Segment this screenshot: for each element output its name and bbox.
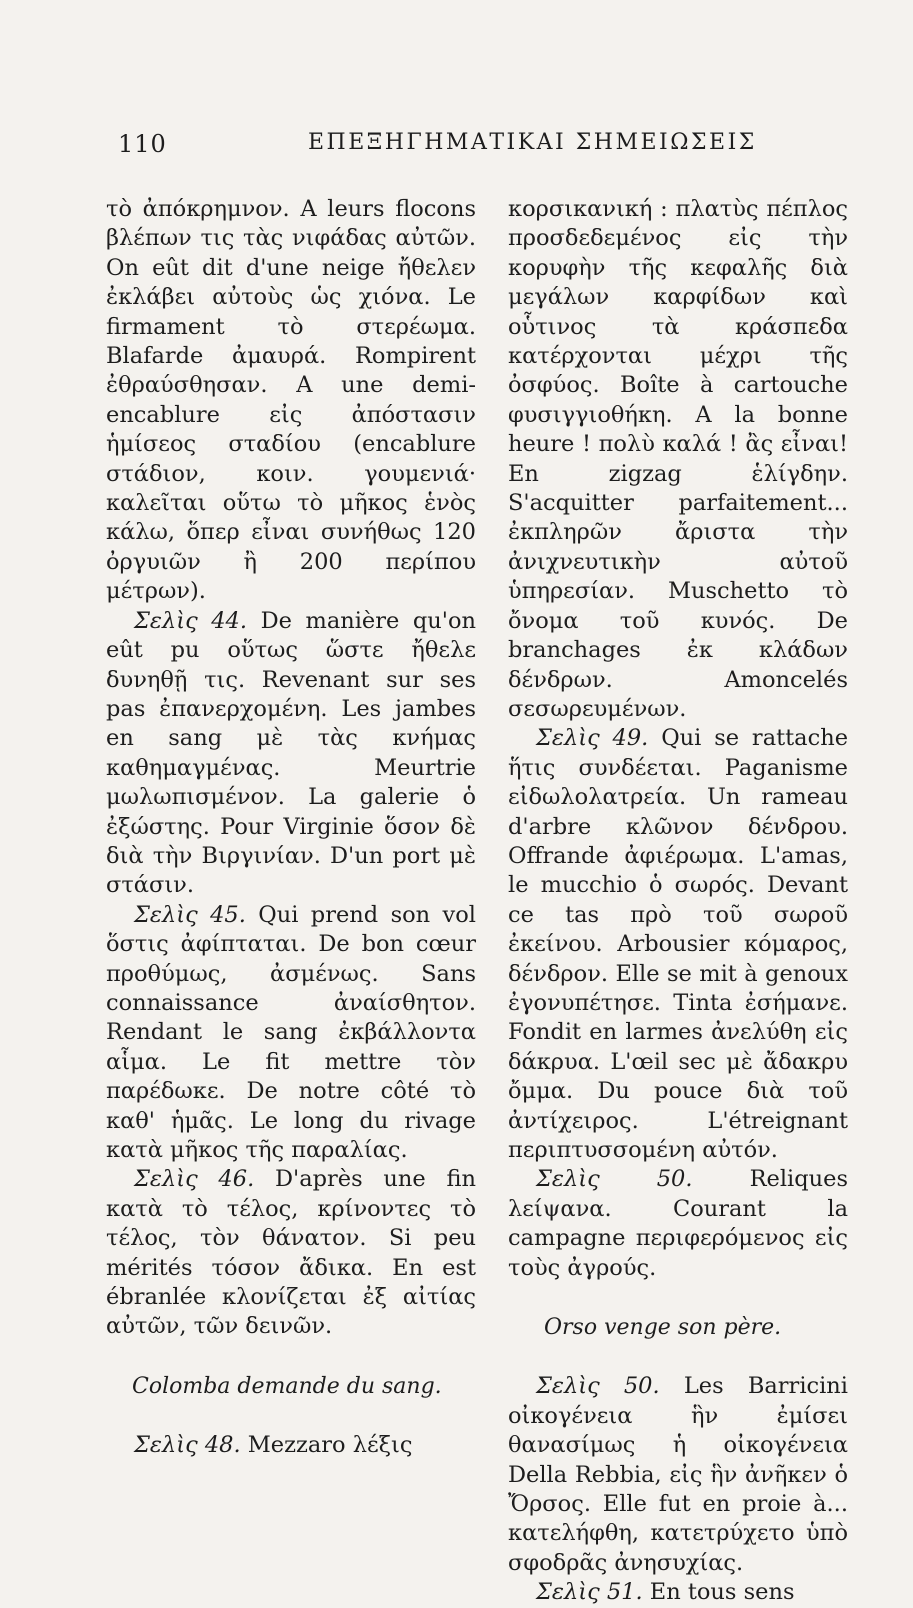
entry-page-44 [106, 607, 476, 901]
entry-page-45 [106, 901, 476, 1166]
entry-page-48 [106, 1431, 476, 1460]
section-heading: Orso venge son père. [544, 1315, 782, 1341]
entry-text: Qui se rattache ἥτις συνδέεται. Paganisme εἰδωλολατρεία. Un rameau d'arbre κλῶνον δένδρου. Offrande ἀφιέρωμα. L'amas, le mucchio ὁ σωρός. Devant ce tas πρὸ τοῦ σωροῦ ἐκείνου. Arbousier κόμαρος, δένδρον. Elle se mit à genoux ἐγονυπέτησε. Tinta ἐσήμανε. Fondit en larmes ἀνελύθη εἰς δάκρυα. L'œil sec μὲ ἄδακρυ ὄμμα. Du pouce διὰ τοῦ ἀντίχειρος. L'étreignant περιπτυσσομένη αὐτόν. [508, 725, 849, 1163]
entry-page-46 [106, 1165, 476, 1341]
entry-page-50 [508, 1165, 848, 1283]
page-reference: Σελὶς 50. [536, 1373, 660, 1400]
page-reference: Σελὶς 49. [536, 725, 649, 752]
paragraph-text: τὸ ἀπόκρημνον. A leurs flocons βλέπων τις τὰς νιφάδας αὐτῶν. On eût dit d'une neige ἤθελεν ἐκλάβει αὐτοὺς ὡς χιόνα. Le firmament τὸ στερέωμα. Blafarde ἀμαυρά. Rompirent ἐθραύσθησαν. A une demi-encablure εἰς ἀπόστασιν ἡμίσεος σταδίου (encablure στάδιον, κοιν. γουμενιά· καλεῖται οὕτω τὸ μῆκος ἑνὸς κάλω, ὅπερ εἶναι συνήθως 120 ὀργυιῶν ἢ 200 περίπου μέτρων). [106, 196, 476, 605]
entry-text: En tous sens [649, 1579, 795, 1606]
entry-text: Les Barricini οἰκογένεια ἣν ἐμίσει θανασίμως ἡ οἰκογένεια Della Rebbia, εἰς ἣν ἀνῆκεν ὁ Ὄρσος. Elle fut en proie à... κατελήφθη, κατετρύχετο ὑπὸ σφοδρᾶς ἀνησυχίας. [508, 1373, 848, 1576]
entry-text: Reliques λείψανα. Courant la campagne περιφερόμενος εἰς τοὺς ἀγρούς. [508, 1166, 848, 1281]
page-reference: Σελὶς 46. [134, 1166, 255, 1193]
page-header [118, 130, 838, 170]
paragraph [106, 195, 476, 607]
paragraph [508, 195, 848, 724]
paragraph-text: κορσικανική : πλατὺς πέπλος προσδεδεμένος εἰς τὴν κορυφὴν τῆς κεφαλῆς διὰ μεγάλων καρφίδων καὶ οὗτινος τὰ κράσπεδα κατέρχονται μέχρι τῆς ὀσφύος. Boîte à cartouche φυσιγγιοθήκη. A la bonne heure ! πολὺ καλά ! ἂς εἶναι! En zigzag ἑλίγδην. S'acquitter parfaitement... ἐκπληρῶν ἄριστα τὴν ἀνιχνευτικὴν αὐτοῦ ὑπηρεσίαν. Muschetto τὸ ὄνομα τοῦ κυνός. De branchages ἐκ κλάδων δένδρων. Amoncelés σεσωρευμένων. [508, 196, 848, 722]
right-column [508, 195, 848, 1608]
page-reference: Σελὶς 45. [134, 901, 246, 928]
entry-page-49 [508, 724, 848, 1165]
page-reference: Σελὶς 50. [536, 1166, 693, 1193]
entry-text: De manière qu'on eût pu οὕτως ὥστε ἤθελε δυνηθῇ τις. Revenant sur ses pas ἐπανερχομένη. Les jambes en sang μὲ τὰς κνήμας καθημαγμένας. Meurtrie μωλωπισμένον. La galerie ὁ ἐξώστης. Pour Virginie ὅσον δὲ διὰ τὴν Βιργινίαν. D'un port μὲ στάσιν. [106, 607, 476, 899]
running-head: ΕΠΕΞΗΓΗΜΑΤΙΚΑΙ ΣΗΜΕΙΩΣΕΙΣ [308, 130, 757, 155]
left-column [106, 195, 476, 1461]
page-reference: Σελὶς 44. [134, 607, 248, 634]
section-heading: Colomba demande du sang. [132, 1373, 442, 1399]
entry-page-50-b [508, 1372, 848, 1578]
entry-text: Mezzaro λέξις [247, 1432, 413, 1459]
entry-text: Qui prend son vol ὅστις ἀφίπταται. De bon cœur προθύμως, ἀσμένως. Sans connaissance ἀναίσθητον. Rendant le sang ἐκβάλλοντα αἷμα. Le fit mettre τὸν παρέδωκε. De notre côté τὸ καθ' ἡμᾶς. Le long du rivage κατὰ μῆκος τῆς παραλίας. [106, 901, 477, 1163]
page-reference: Σελὶς 48. [134, 1432, 241, 1459]
entry-page-51 [508, 1578, 848, 1607]
page-reference: Σελὶς 51. [536, 1579, 643, 1606]
page-number: 110 [118, 130, 167, 158]
entry-text: D'après une fin κατὰ τὸ τέλος, κρίνοντες τὸ τέλος, τὸν θάνατον. Si peu mérités τόσον ἄδικα. En est ébranlée κλονίζεται ἐξ αἰτίας αὐτῶν, τῶν δεινῶν. [106, 1166, 476, 1340]
